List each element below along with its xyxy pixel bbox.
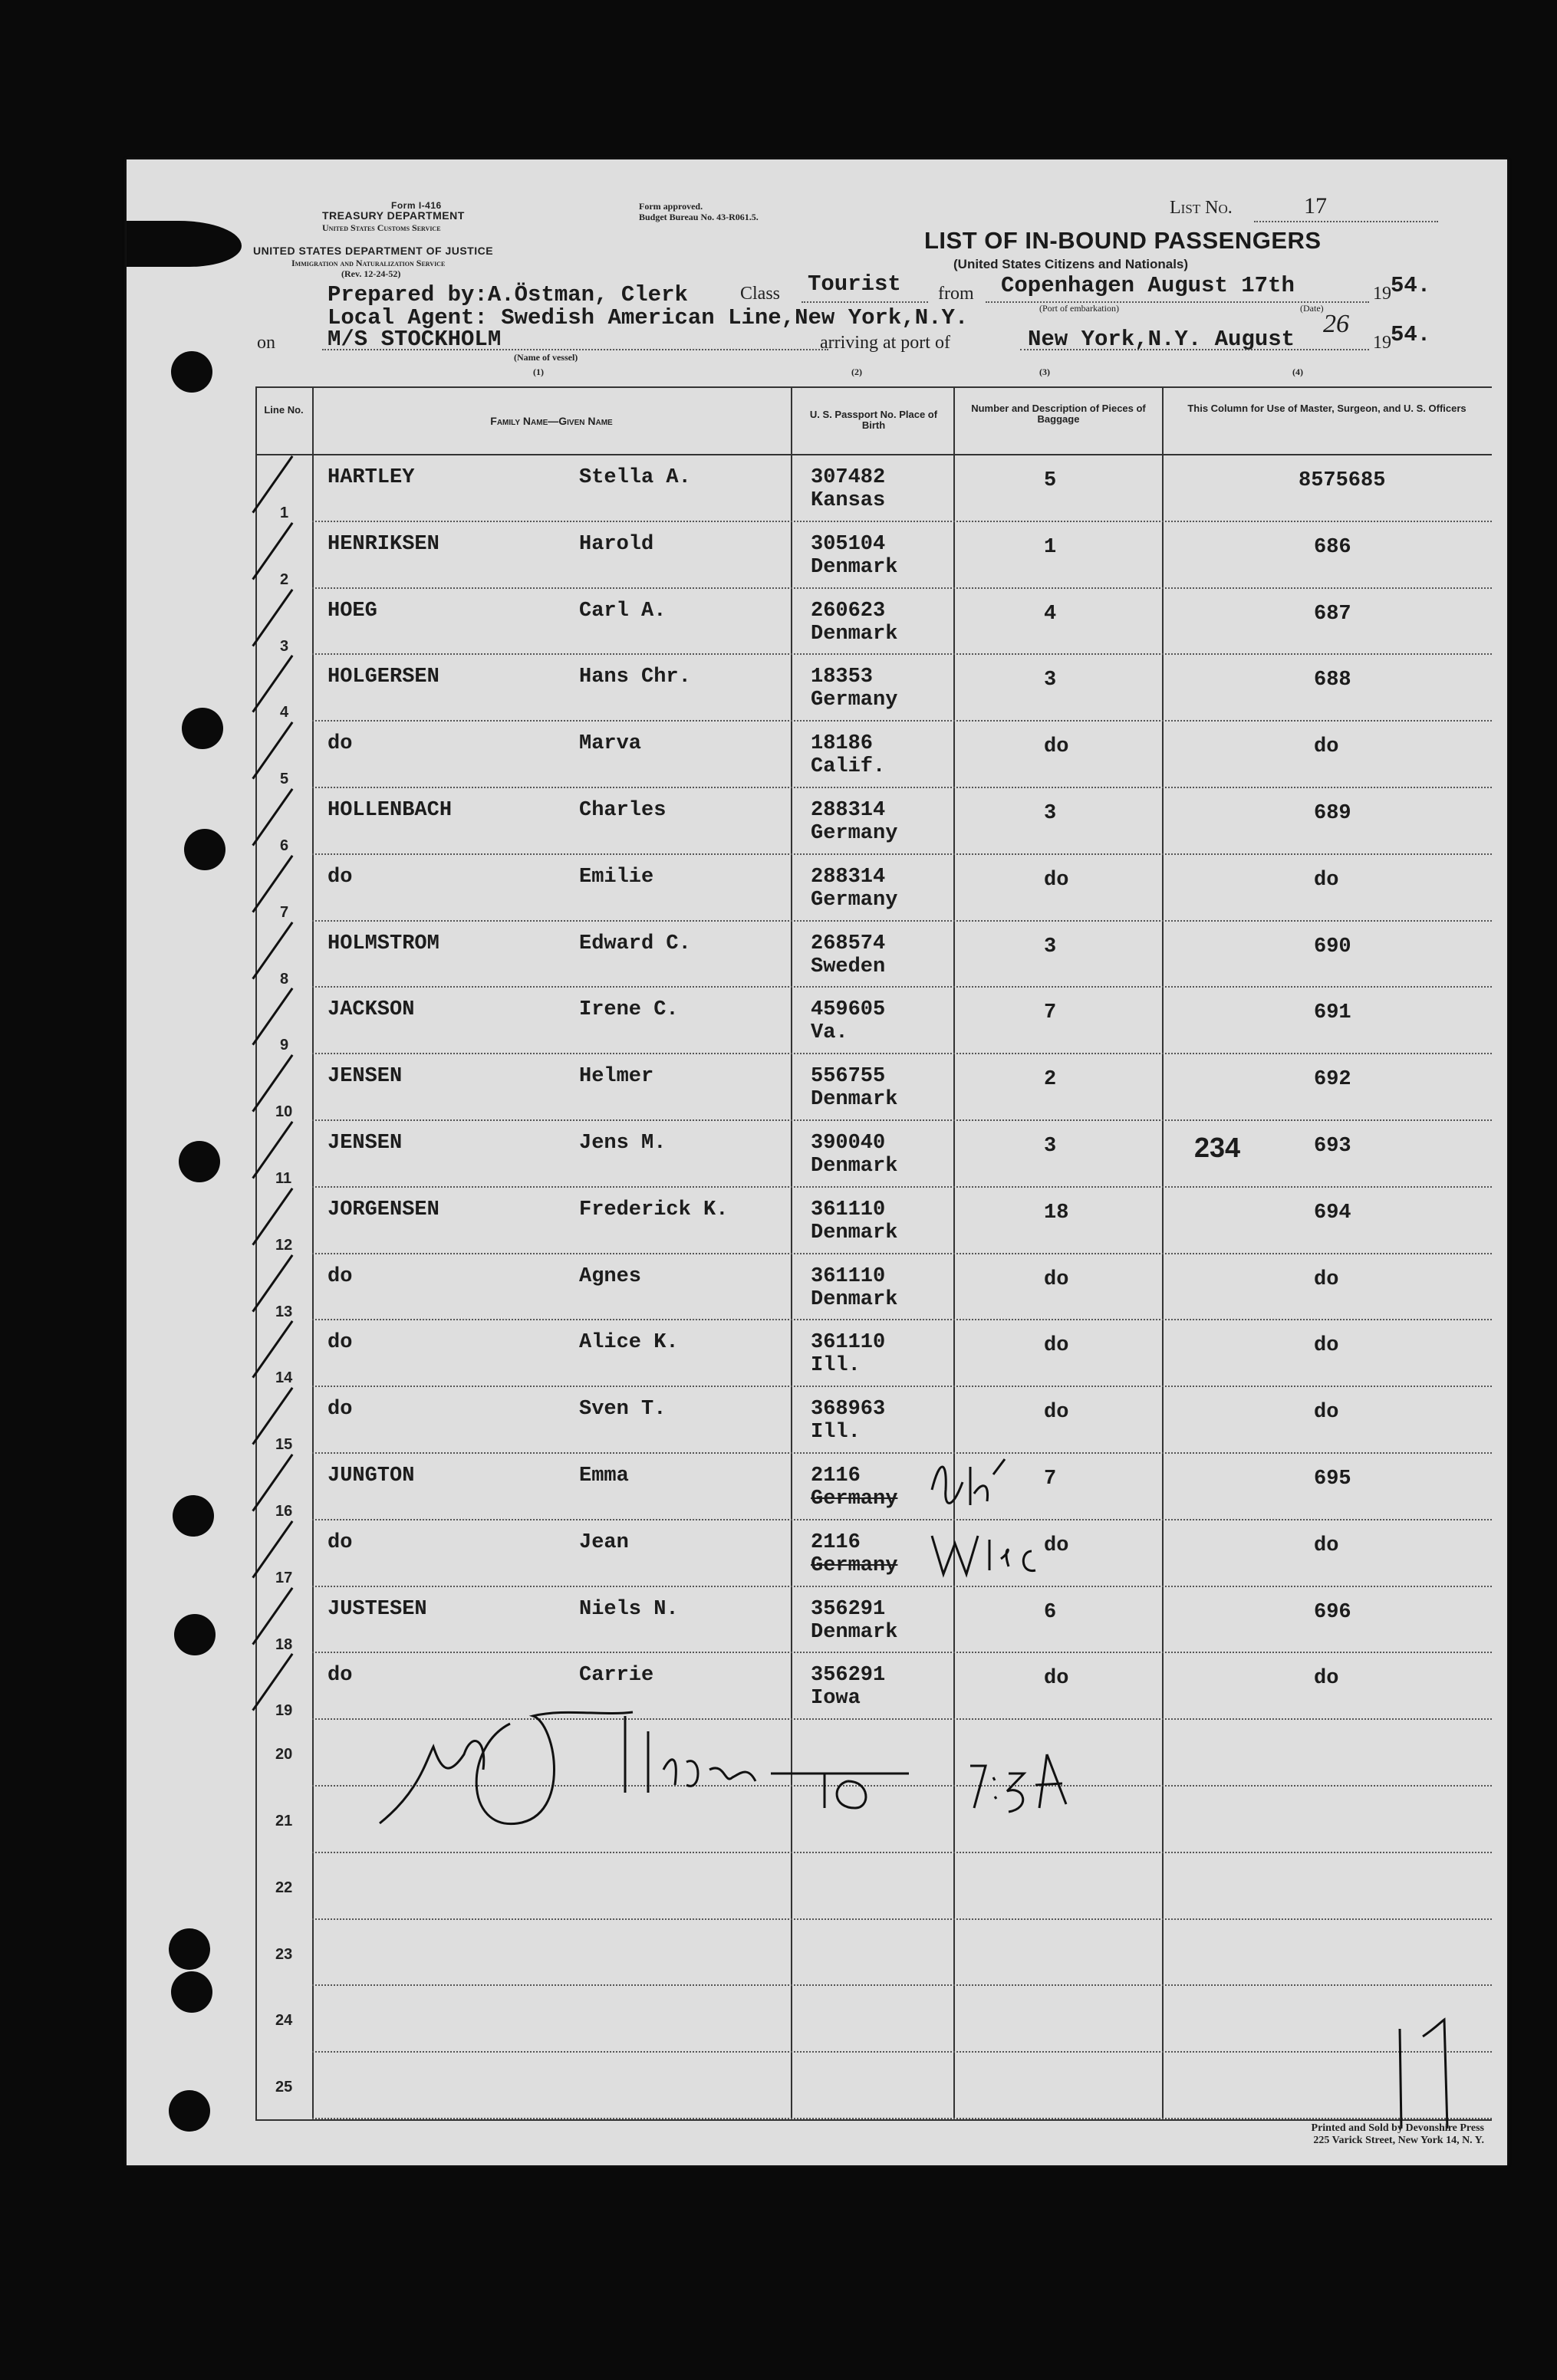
family-name: do: [328, 1264, 353, 1288]
place-of-birth: Iowa: [811, 1687, 861, 1711]
family-name: JORGENSEN: [328, 1198, 439, 1221]
given-name: Marva: [579, 732, 642, 756]
line-number: 8: [280, 970, 289, 988]
line-number: 14: [275, 1369, 293, 1387]
family-name: do: [328, 865, 353, 889]
arriving-value: New York,N.Y. August: [1028, 327, 1295, 352]
header-name: Family Name—Given Name: [490, 415, 613, 427]
given-name: Charles: [579, 799, 667, 822]
place-of-birth: Ill.: [811, 1421, 861, 1445]
family-name: JENSEN: [328, 1132, 403, 1155]
passport-number: 307482: [811, 466, 886, 489]
officer-number: 686: [1314, 535, 1351, 559]
manifest-sheet: [127, 159, 1507, 2165]
arriving-day: 26: [1323, 310, 1349, 338]
vessel-name: M/S STOCKHOLM: [328, 327, 502, 352]
place-of-birth: Germany: [811, 689, 898, 712]
family-name: JACKSON: [328, 998, 415, 1022]
line-number: 17: [275, 1569, 293, 1586]
binder-hole: [169, 2090, 210, 2132]
family-name: HENRIKSEN: [328, 532, 439, 556]
baggage-count: do: [1044, 868, 1069, 892]
given-name: Jean: [579, 1530, 629, 1554]
line-number: 25: [275, 2079, 293, 2096]
line-number: 13: [275, 1303, 293, 1320]
passport-number: 18186: [811, 732, 874, 756]
baggage-count: 3: [1044, 802, 1057, 825]
given-name: Agnes: [579, 1264, 642, 1288]
given-name: Sven T.: [579, 1398, 667, 1422]
col-num-3: (3): [1039, 367, 1050, 377]
officer-number: 687: [1314, 602, 1351, 626]
officer-number: do: [1314, 1667, 1339, 1691]
line-number: 20: [275, 1746, 293, 1764]
footer-line-1: Printed and Sold by Devonshire Press: [1311, 2122, 1484, 2134]
family-name: HOEG: [328, 599, 377, 623]
passport-number: 260623: [811, 599, 886, 623]
binder-hole: [171, 1971, 212, 2013]
header-baggage: Number and Description of Pieces of Baggage: [971, 403, 1146, 425]
passport-number: 18353: [811, 666, 874, 689]
given-name: Jens M.: [579, 1132, 667, 1155]
passport-number: 2116: [811, 1464, 861, 1488]
baggage-count: 1: [1044, 535, 1057, 559]
line-number: 6: [280, 837, 289, 854]
officer-number: do: [1314, 1534, 1339, 1557]
given-name: Alice K.: [579, 1331, 679, 1355]
baggage-count: 7: [1044, 1468, 1057, 1491]
place-of-birth: Denmark: [811, 1221, 898, 1244]
officer-number: do: [1314, 1267, 1339, 1291]
baggage-count: 6: [1044, 1600, 1057, 1624]
from-label: from: [938, 284, 974, 304]
given-name: Frederick K.: [579, 1198, 729, 1221]
line-number: 4: [280, 704, 289, 722]
baggage-count: 18: [1044, 1201, 1069, 1225]
binder-hole: [171, 351, 212, 393]
footer-printer: [1170, 2122, 1484, 2147]
family-name: HARTLEY: [328, 466, 415, 489]
binder-hole: [173, 1495, 214, 1537]
port-embark-caption: (Port of embarkation): [1039, 303, 1119, 314]
officer-number: 691: [1314, 1001, 1351, 1025]
given-name: Helmer: [579, 1065, 654, 1089]
col-num-1: (1): [533, 367, 544, 377]
given-name: Emilie: [579, 865, 654, 889]
baggage-count: 7: [1044, 1001, 1057, 1025]
place-of-birth: Germany: [811, 888, 898, 912]
ins-service: Immigration and Naturalization Service: [291, 258, 446, 268]
year2-value: 54.: [1391, 322, 1431, 347]
year1-prefix: 19: [1373, 284, 1391, 304]
family-name: HOLGERSEN: [328, 666, 439, 689]
officer-number: 695: [1314, 1468, 1351, 1491]
passport-number: 368963: [811, 1398, 886, 1422]
family-name: do: [328, 732, 353, 756]
line-number: 10: [275, 1103, 293, 1121]
given-name: Harold: [579, 532, 654, 556]
form-number: Form I-416: [391, 200, 442, 211]
line-number: 16: [275, 1503, 293, 1520]
col-num-4: (4): [1292, 367, 1303, 377]
place-of-birth: Denmark: [811, 1287, 898, 1311]
given-name: Niels N.: [579, 1597, 679, 1621]
baggage-count: do: [1044, 1534, 1069, 1557]
line-number: 5: [280, 771, 289, 788]
baggage-count: 3: [1044, 669, 1057, 692]
vessel-caption: (Name of vessel): [514, 352, 578, 363]
place-of-birth: Denmark: [811, 1620, 898, 1644]
baggage-count: 4: [1044, 602, 1057, 626]
line-number: 2: [280, 570, 289, 588]
footer-line-2: 225 Varick Street, New York 14, N. Y.: [1313, 2135, 1484, 2146]
family-name: JUSTESEN: [328, 1597, 427, 1621]
place-of-birth: Sweden: [811, 955, 886, 978]
line-number: 23: [275, 1945, 293, 1963]
place-of-birth: Kansas: [811, 489, 886, 512]
passport-number: 356291: [811, 1597, 886, 1621]
place-of-birth: Germany: [811, 1553, 898, 1577]
baggage-count: 2: [1044, 1068, 1057, 1092]
passport-number: 288314: [811, 865, 886, 889]
given-name: Emma: [579, 1464, 629, 1488]
place-of-birth: Germany: [811, 822, 898, 845]
header-line-no: Line No.: [264, 404, 304, 416]
place-of-birth: Denmark: [811, 1155, 898, 1178]
officer-number: 8575685: [1299, 469, 1386, 492]
year2-prefix: 19: [1373, 333, 1391, 353]
header-passport: U. S. Passport No. Place of Birth: [809, 409, 938, 431]
revision: (Rev. 12-24-52): [341, 268, 401, 279]
customs-service: United States Customs Service: [322, 222, 441, 233]
given-name: Hans Chr.: [579, 666, 691, 689]
officer-number: 696: [1314, 1600, 1351, 1624]
place-of-birth: Va.: [811, 1021, 848, 1045]
date-caption: (Date): [1300, 303, 1324, 314]
from-value: Copenhagen August 17th: [1001, 273, 1295, 298]
form-approved: Form approved.: [639, 201, 703, 212]
binder-hole: [184, 829, 225, 870]
baggage-count: do: [1044, 1267, 1069, 1291]
place-of-birth: Denmark: [811, 555, 898, 579]
family-name: JENSEN: [328, 1065, 403, 1089]
header-officers: This Column for Use of Master, Surgeon, and U. S. Officers: [1187, 403, 1466, 414]
passport-number: 356291: [811, 1664, 886, 1688]
binder-hole: [179, 1141, 220, 1182]
class-value: Tourist: [808, 271, 901, 297]
passport-number: 361110: [811, 1264, 886, 1288]
signature: [372, 1701, 1078, 1846]
passport-number: 459605: [811, 998, 886, 1022]
place-of-birth: Calif.: [811, 755, 886, 779]
line-number: 15: [275, 1436, 293, 1454]
given-name: Stella A.: [579, 466, 691, 489]
family-name: do: [328, 1398, 353, 1422]
place-of-birth: Ill.: [811, 1354, 861, 1378]
list-no-value: 17: [1304, 193, 1327, 219]
family-name: HOLLENBACH: [328, 799, 453, 822]
budget-bureau: Budget Bureau No. 43-R061.5.: [639, 212, 759, 222]
baggage-count: do: [1044, 1334, 1069, 1358]
baggage-count: do: [1044, 1667, 1069, 1691]
year1-value: 54.: [1391, 273, 1431, 298]
family-name: do: [328, 1530, 353, 1554]
officer-number: 694: [1314, 1201, 1351, 1225]
given-name: Irene C.: [579, 998, 679, 1022]
arriving-label: arriving at port of: [820, 333, 950, 353]
line-number: 24: [275, 2012, 293, 2030]
place-of-birth: Germany: [811, 1488, 898, 1511]
torn-corner: [127, 221, 242, 267]
line-number: 3: [280, 637, 289, 655]
passport-number: 268574: [811, 932, 886, 955]
family-name: JUNGTON: [328, 1464, 415, 1488]
baggage-count: 5: [1044, 469, 1057, 492]
line-number: 12: [275, 1236, 293, 1254]
stamp-number: 234: [1194, 1132, 1241, 1163]
passport-number: 288314: [811, 799, 886, 822]
place-of-birth: Denmark: [811, 622, 898, 646]
line-number: 1: [280, 505, 289, 521]
officer-number: 690: [1314, 935, 1351, 958]
baggage-count: do: [1044, 735, 1069, 759]
line-number: 7: [280, 903, 289, 921]
local-agent: Local Agent: Swedish American Line,New York,N.Y.: [328, 305, 969, 330]
passport-number: 305104: [811, 532, 886, 556]
binder-hole: [182, 708, 223, 749]
handwritten-correction: [917, 1451, 1055, 1582]
passport-number: 361110: [811, 1331, 886, 1355]
list-no-label: List No.: [1170, 198, 1233, 218]
passport-number: 390040: [811, 1132, 886, 1155]
justice-dept: UNITED STATES DEPARTMENT OF JUSTICE: [253, 245, 494, 257]
prepared-by: Prepared by:A.Östman, Clerk: [328, 282, 688, 307]
passport-number: 556755: [811, 1065, 886, 1089]
baggage-count: 3: [1044, 1135, 1057, 1158]
line-number: 11: [275, 1170, 292, 1187]
passport-number: 2116: [811, 1530, 861, 1554]
treasury-dept: TREASURY DEPARTMENT: [322, 209, 465, 222]
officer-number: do: [1314, 1401, 1339, 1425]
place-of-birth: Denmark: [811, 1088, 898, 1112]
passport-number: 361110: [811, 1198, 886, 1221]
line-number: 21: [275, 1813, 293, 1829]
col-num-2: (2): [851, 367, 862, 377]
family-name: HOLMSTROM: [328, 932, 439, 955]
officer-number: 692: [1314, 1068, 1351, 1092]
family-name: do: [328, 1331, 353, 1355]
given-name: Carl A.: [579, 599, 667, 623]
line-number: 18: [275, 1635, 293, 1653]
officer-number: do: [1314, 1334, 1339, 1358]
page-title: LIST OF IN-BOUND PASSENGERS: [924, 227, 1322, 254]
officer-number: 689: [1314, 802, 1351, 825]
on-label: on: [257, 333, 275, 353]
class-label: Class: [740, 284, 781, 304]
page-subtitle: (United States Citizens and Nationals): [953, 257, 1189, 271]
line-number: 9: [280, 1037, 289, 1054]
given-name: Edward C.: [579, 932, 691, 955]
line-number: 22: [275, 1879, 293, 1896]
baggage-count: do: [1044, 1401, 1069, 1425]
given-name: Carrie: [579, 1664, 654, 1688]
baggage-count: 3: [1044, 935, 1057, 958]
officer-number: do: [1314, 868, 1339, 892]
binder-hole: [174, 1614, 216, 1655]
officer-number: 688: [1314, 669, 1351, 692]
family-name: do: [328, 1664, 353, 1688]
binder-hole: [169, 1928, 210, 1970]
officer-number: do: [1314, 735, 1339, 759]
line-number: 19: [275, 1702, 293, 1720]
officer-number: 693: [1314, 1135, 1351, 1158]
